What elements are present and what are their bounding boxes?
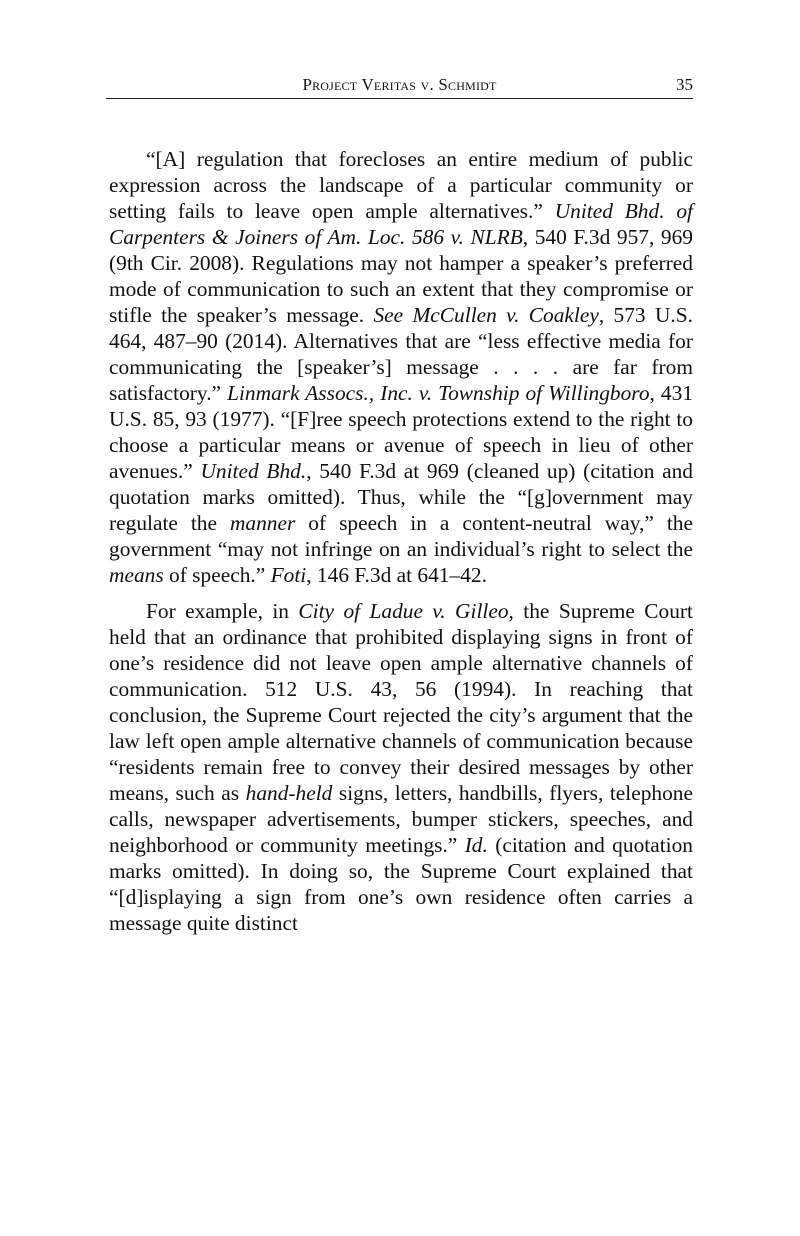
text-run: , 146 F.3d at 641–42. <box>306 563 487 587</box>
case-title: Project Veritas v. Schmidt <box>302 75 497 94</box>
paragraph <box>109 146 693 588</box>
italic-run: Id. <box>464 833 488 857</box>
text-run: “[A] regulation that forecloses an entire medium of public expression across the landscape of a particular community or setting fails to leave open ample alternatives.” <box>109 147 693 223</box>
italic-run: See McCullen v. Coakley <box>373 303 599 327</box>
italic-run: Foti <box>270 563 307 587</box>
running-header <box>106 72 693 99</box>
text-run: , 573 U.S. 464, 487–90 (2014). Alternatives that are “less effective media for communicating the [speaker’s] message . . . . are far from satisfactory.” <box>109 303 693 405</box>
text-run: , 431 U.S. 85, 93 (1977). “[F]ree speech protections extend to the right to choose a particular means or avenue of speech in lieu of other avenues.” <box>109 381 694 483</box>
text-run: (citation and quotation marks omitted). In doing so, the Supreme Court explained that “[d]isplaying a sign from one’s own residence often carries a message quite distinct <box>109 833 693 935</box>
text-run: , the Supreme Court held that an ordinance that prohibited displaying signs in front of one’s residence did not leave open ample alternative channels of communication. 512 U.S. 43, 56 (1994). In reaching that conclusion, the Supreme Court rejected the city’s argument that the law left open ample alternative channels of communication because “residents remain free to convey their desired messages by other means, such as <box>109 599 693 805</box>
italic-run: hand-held <box>245 781 333 805</box>
text-run: of speech in a content-neutral way,” the government “may not infringe on an individual’s right to select the <box>109 511 693 561</box>
italic-run: United Bhd. <box>200 459 307 483</box>
text-run: of speech.” <box>163 563 271 587</box>
italic-run: means <box>109 563 164 587</box>
text-run: , 540 F.3d at 969 (cleaned up) (citation and quotation marks omitted). Thus, while the “[g]overnment may regulate the <box>109 459 693 535</box>
text-run: signs, letters, handbills, flyers, telephone calls, newspaper advertisements, bumper stickers, speeches, and neighborhood or community meetings.” <box>109 781 693 857</box>
text-run: , 540 F.3d 957, 969 (9th Cir. 2008). Regulations may not hamper a speaker’s preferred mode of communication to such an extent that they compromise or stifle the speaker’s message. <box>109 225 693 327</box>
opinion-body <box>109 146 693 936</box>
italic-run: Linmark Assocs., Inc. v. Township of Willingboro <box>227 381 650 405</box>
text-run: For example, in <box>146 599 299 623</box>
paragraph <box>109 598 693 936</box>
italic-run: United Bhd. of Carpenters & Joiners of Am. Loc. 586 v. NLRB <box>109 199 693 249</box>
italic-run: City of Ladue v. Gilleo <box>298 599 509 623</box>
italic-run: manner <box>229 511 296 535</box>
page-number: 35 <box>676 75 693 94</box>
